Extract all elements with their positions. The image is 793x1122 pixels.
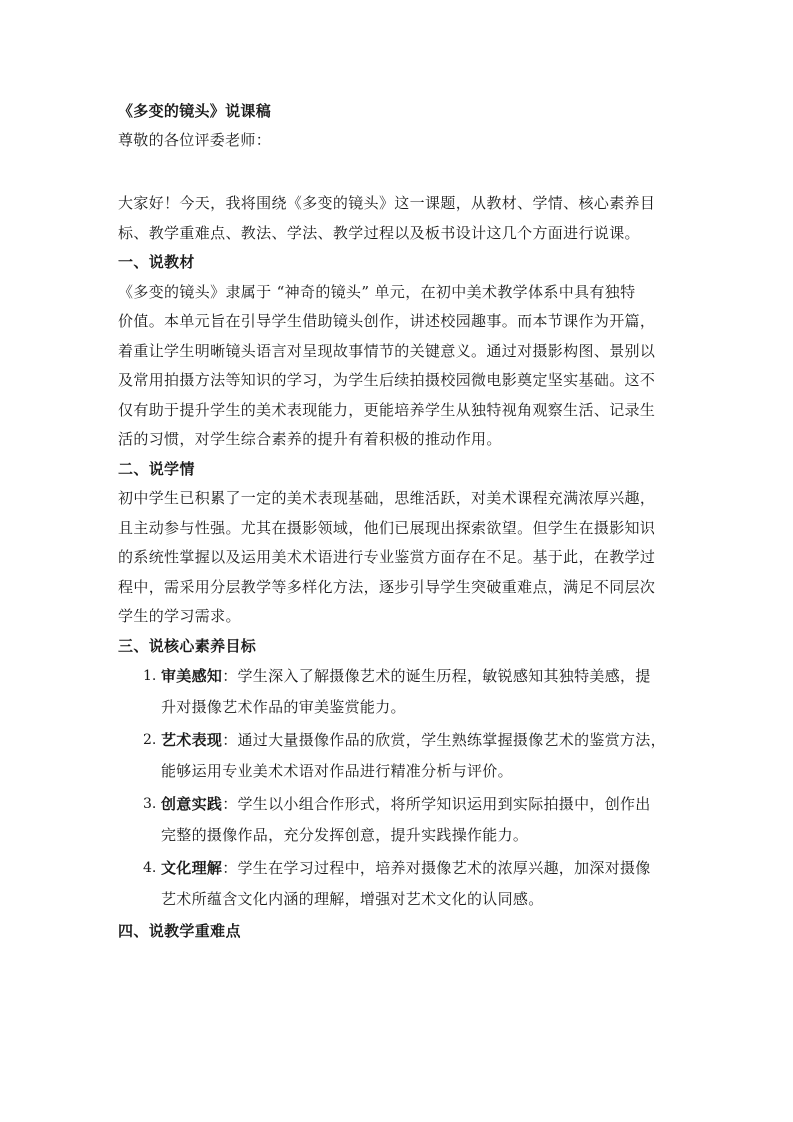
paragraph-line: 活的习惯，对学生综合素养的提升有着积极的推动作用。 — [118, 430, 502, 448]
goal-term: 审美感知 — [161, 667, 223, 685]
paragraph-line: 程中，需采用分层教学等多样化方法，逐步引导学生突破重难点，满足不同层次 — [118, 577, 656, 596]
paragraph-line: 学生的学习需求。 — [118, 607, 241, 625]
list-line: 完整的摄像作品，充分发挥创意，提升实践操作能力。 — [161, 826, 529, 844]
paragraph-line: 价值。本单元旨在引导学生借助镜头创作，讲述校园趣事。而本节课作为开篇， — [118, 312, 656, 330]
section-heading-goals: 三、说核心素养目标 — [118, 636, 257, 655]
intro-line: 大家好！今天，我将围绕《多变的镜头》这一课题，从教材、学情、核心素养目 — [118, 194, 656, 212]
list-item — [118, 661, 678, 723]
goal-term: 艺术表现 — [161, 731, 223, 749]
list-item — [118, 789, 678, 851]
goal-term: 创意实践 — [161, 795, 223, 813]
document-title: 《多变的镜头》说课稿 — [118, 102, 272, 120]
list-line — [161, 725, 678, 756]
paragraph-line: 仅有助于提升学生的美术表现能力，更能培养学生从独特视角观察生活、记录生 — [118, 400, 656, 419]
paragraph-line: 着重让学生明晰镜头语言对呈现故事情节的关键意义。通过对摄影构图、景别以 — [118, 341, 656, 360]
goal-text: ：通过大量摄像作品的欣赏，学生熟练掌握摄像艺术的鉴赏方法， — [222, 731, 666, 749]
list-line — [161, 789, 678, 820]
section-heading-students: 二、说学情 — [118, 459, 195, 478]
list-line: 艺术所蕴含文化内涵的理解，增强对艺术文化的认同感。 — [161, 890, 544, 908]
goal-text: ：学生深入了解摄像艺术的诞生历程，敏锐感知其独特美感，提 — [222, 667, 651, 685]
greeting: 尊敬的各位评委老师： — [118, 131, 272, 149]
textbook-paragraph — [118, 278, 678, 455]
paragraph-line: 《多变的镜头》隶属于 “神奇的镜头” 单元，在初中美术教学体系中具有独特 — [118, 282, 636, 301]
list-number: 2. — [143, 732, 157, 748]
list-line — [161, 853, 678, 884]
paragraph-line: 的系统性掌握以及运用美术术语进行专业鉴赏方面存在不足。基于此，在教学过 — [118, 548, 656, 566]
students-paragraph — [118, 484, 678, 632]
section-heading-difficulties: 四、说教学重难点 — [118, 922, 241, 940]
intro-paragraph — [118, 189, 678, 248]
goal-term: 文化理解 — [161, 859, 223, 877]
list-number: 4. — [143, 860, 157, 876]
section-heading-textbook: 一、说教材 — [118, 253, 195, 271]
document-page — [118, 97, 678, 947]
intro-line: 标、教学重难点、教法、学法、教学过程以及板书设计这几个方面进行说课。 — [118, 223, 640, 242]
list-number: 1. — [143, 668, 157, 684]
paragraph-line: 且主动参与性强。尤其在摄影领域，他们已展现出探索欲望。但学生在摄影知识 — [118, 518, 656, 537]
blank-line — [118, 155, 678, 189]
list-item — [118, 853, 678, 915]
paragraph-line: 及常用拍摄方法等知识的学习，为学生后续拍摄校园微电影奠定坚实基础。这不 — [118, 371, 656, 389]
goals-list — [118, 661, 678, 915]
list-line: 升对摄像艺术作品的审美鉴赏能力。 — [161, 698, 406, 716]
list-item — [118, 725, 678, 787]
goal-text: ：学生在学习过程中，培养对摄像艺术的浓厚兴趣，加深对摄像 — [222, 859, 651, 877]
list-line — [161, 661, 678, 692]
list-number: 3. — [143, 796, 157, 812]
list-line: 能够运用专业美术术语对作品进行精准分析与评价。 — [161, 762, 513, 780]
goal-text: ：学生以小组合作形式，将所学知识运用到实际拍摄中，创作出 — [222, 795, 651, 813]
paragraph-line: 初中学生已积累了一定的美术表现基础，思维活跃，对美术课程充满浓厚兴趣， — [118, 489, 656, 507]
